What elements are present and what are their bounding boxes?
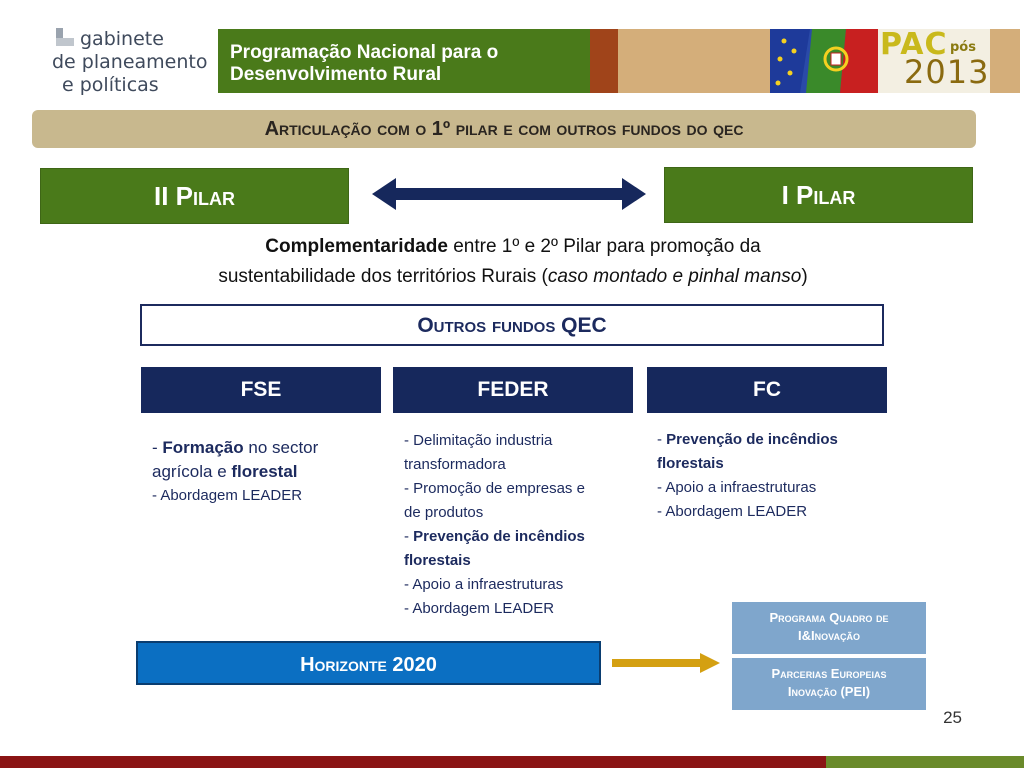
fund-fse-header: FSE xyxy=(141,367,381,413)
program-title-line1: Programação Nacional para o xyxy=(230,42,499,63)
badge-pos: pós xyxy=(950,40,976,55)
list-item-bold: Prevenção de incêndios xyxy=(666,431,838,448)
logo-text-line1: gabinete xyxy=(80,28,164,50)
list-item: - Apoio a infraestruturas xyxy=(657,479,817,496)
header-tan-band-right xyxy=(990,29,1020,93)
list-item-bold: florestal xyxy=(231,462,298,481)
complementarity-text xyxy=(140,232,886,292)
feder-measures-list xyxy=(404,429,630,621)
list-item: - Promoção de empresas e xyxy=(404,480,585,497)
pilar-i-box: I Pilar xyxy=(664,167,973,223)
list-item: - Delimitação industria xyxy=(404,432,553,449)
complementarity-text-2: sustentabilidade dos territórios Rurais ( xyxy=(218,266,548,287)
badge-year: 2013 xyxy=(904,53,990,91)
eu-portugal-flags-image xyxy=(770,29,878,93)
fund-fc-header: FC xyxy=(647,367,887,413)
logo-text-line3: e políticas xyxy=(62,74,159,96)
programa-quadro-box xyxy=(732,602,926,654)
list-item: transformadora xyxy=(404,456,506,473)
page-number: 25 xyxy=(943,708,962,727)
list-item: - Apoio a infraestruturas xyxy=(404,576,564,593)
outros-fundos-heading: Outros fundos QEC xyxy=(417,314,607,337)
list-item-text: - xyxy=(657,431,667,448)
footer-red-bar xyxy=(0,756,826,768)
list-item-text: agrícola e xyxy=(152,462,232,481)
programa-quadro-line1: Programa Quadro de xyxy=(769,610,889,625)
complementarity-text-1: entre 1º e 2º Pilar para promoção da xyxy=(447,236,761,257)
list-item xyxy=(404,525,630,549)
footer-green-bar xyxy=(826,756,1024,768)
complementarity-italic: caso montado e pinhal manso xyxy=(547,266,802,287)
logo-mark-icon xyxy=(52,26,76,50)
fse-measures-list xyxy=(152,436,374,508)
right-arrow-icon xyxy=(612,652,722,674)
parcerias-europeias-box xyxy=(732,658,926,710)
list-item: florestais xyxy=(404,552,471,569)
program-title-line2: Desenvolvimento Rural xyxy=(230,64,442,85)
header-tan-band xyxy=(618,29,770,93)
list-item xyxy=(657,428,883,452)
list-item: - Abordagem LEADER xyxy=(152,487,303,504)
list-item-text: - xyxy=(404,528,414,545)
list-item-text: - xyxy=(152,438,163,457)
badge-pac: PAC xyxy=(880,27,948,62)
complementarity-bold: Complementaridade xyxy=(265,236,448,257)
horizonte-2020-box: Horizonte 2020 xyxy=(136,641,601,685)
fund-feder-header: FEDER xyxy=(393,367,633,413)
complementarity-text-3: ) xyxy=(801,266,808,287)
list-item-bold: Formação xyxy=(162,438,244,457)
double-arrow-icon xyxy=(370,176,648,212)
program-title xyxy=(230,42,585,86)
parcerias-line2: Inovação (PEI) xyxy=(787,684,871,699)
slide-title: Articulação com o 1º pilar e com outros fundos do qec xyxy=(264,118,744,140)
fc-measures-list xyxy=(657,428,883,524)
logo-text-line2: de planeamento xyxy=(52,51,208,73)
parcerias-line1: Parcerias Europeias xyxy=(771,666,887,681)
list-item xyxy=(152,460,374,484)
pilar-ii-box: II Pilar xyxy=(40,168,349,224)
list-item-bold: Prevenção de incêndios xyxy=(413,528,585,545)
programa-quadro-line2: I&Inovação xyxy=(798,628,860,643)
list-item: florestais xyxy=(657,455,724,472)
gpp-logo xyxy=(50,26,210,98)
header-rust-band xyxy=(590,29,618,93)
list-item xyxy=(152,436,374,460)
list-item: - Abordagem LEADER xyxy=(404,600,555,617)
list-item: - Abordagem LEADER xyxy=(657,503,808,520)
list-item: de produtos xyxy=(404,504,484,521)
list-item-text: no sector xyxy=(243,438,319,457)
